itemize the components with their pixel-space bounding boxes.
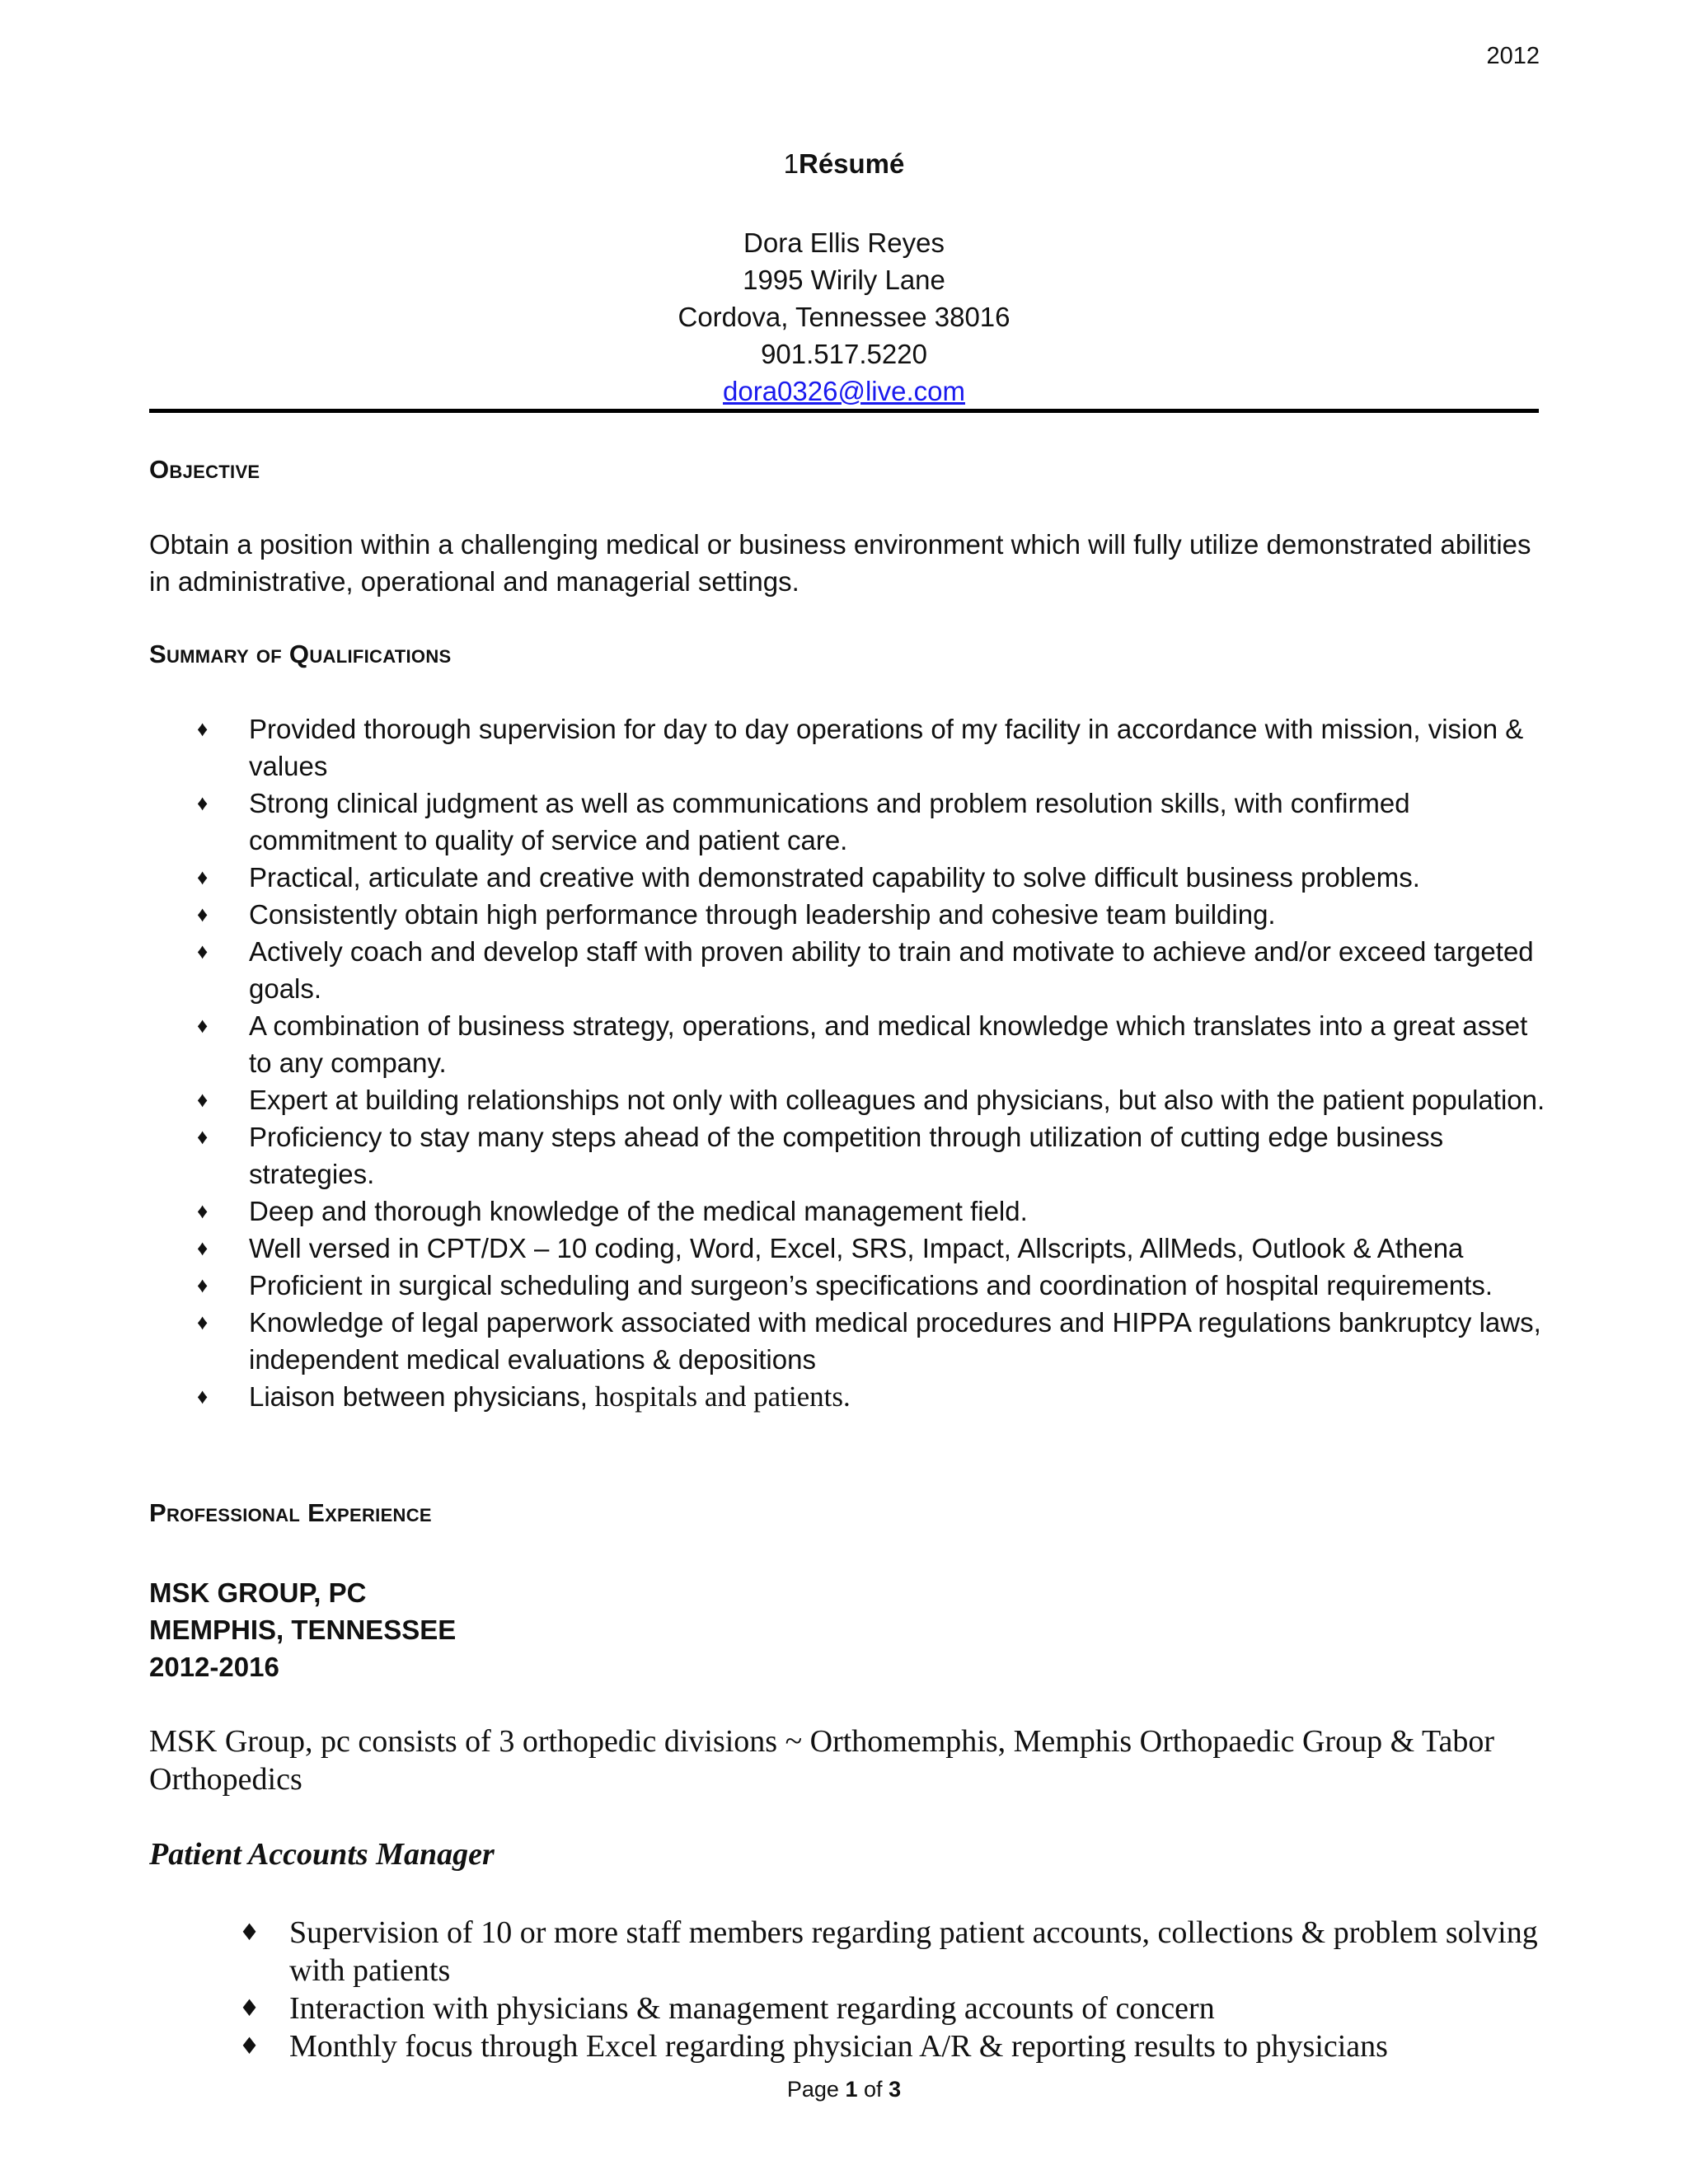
company-block bbox=[149, 1574, 456, 1685]
list-item: ♦ Proficient in surgical scheduling and surgeon’s specifications and coordination of hospital requirements. bbox=[149, 1267, 1550, 1304]
list-item: ♦ A combination of business strategy, operations, and medical knowledge which translates into a great asset to any company. bbox=[149, 1007, 1550, 1081]
list-item: ♦ Supervision of 10 or more staff members regarding patient accounts, collections & problem solving with patients bbox=[239, 1915, 1538, 1988]
page-footer bbox=[0, 2077, 1688, 2102]
footer-current-page: 1 bbox=[845, 2077, 858, 2102]
title-text: Résumé bbox=[798, 148, 905, 179]
job-duties-list bbox=[149, 1914, 1542, 2065]
company-name: MSK GROUP, PC bbox=[149, 1577, 367, 1608]
diamond-bullet-icon: ♦ bbox=[197, 1272, 209, 1297]
contact-street: 1995 Wirily Lane bbox=[743, 265, 945, 295]
objective-text: Obtain a position within a challenging medical or business environment which will fully utilize demonstrated abilities in administrative, operational and managerial settings. bbox=[149, 529, 1531, 597]
diamond-bullet-icon: ♦ bbox=[197, 1235, 209, 1260]
objective-heading: Objective bbox=[149, 455, 260, 484]
company-location: MEMPHIS, TENNESSEE bbox=[149, 1615, 457, 1645]
list-item: ♦ Expert at building relationships not only with colleagues and physicians, but also with the patient population. bbox=[149, 1081, 1550, 1118]
diamond-bullet-icon: ♦ bbox=[239, 2032, 260, 2060]
experience-heading: Professional Experience bbox=[149, 1498, 432, 1527]
header-divider bbox=[149, 409, 1539, 413]
title-prefix: 1 bbox=[783, 148, 799, 179]
diamond-bullet-icon: ♦ bbox=[239, 1994, 260, 2022]
company-years: 2012-2016 bbox=[149, 1652, 279, 1682]
diamond-bullet-icon: ♦ bbox=[197, 1310, 209, 1334]
diamond-bullet-icon: ♦ bbox=[197, 939, 209, 963]
contact-block bbox=[0, 224, 1688, 410]
list-item: ♦ Consistently obtain high performance through leadership and cohesive team building. bbox=[149, 896, 1550, 933]
contact-email-link[interactable]: dora0326@live.com bbox=[723, 376, 965, 406]
footer-total-pages: 3 bbox=[889, 2077, 902, 2102]
list-item: ♦ Proficiency to stay many steps ahead of the competition through utilization of cutting edge business strategies. bbox=[149, 1118, 1550, 1193]
document-title bbox=[0, 148, 1688, 180]
diamond-bullet-icon: ♦ bbox=[197, 1087, 209, 1112]
contact-phone: 901.517.5220 bbox=[761, 339, 927, 369]
list-item: ♦ Liaison between physicians, hospitals and patients. bbox=[149, 1378, 1550, 1415]
list-item: ♦ Well versed in CPT/DX – 10 coding, Word, Excel, SRS, Impact, Allscripts, AllMeds, Outlook & Athena bbox=[149, 1230, 1550, 1267]
diamond-bullet-icon: ♦ bbox=[197, 1198, 209, 1223]
footer-page-word: Page bbox=[786, 2077, 839, 2102]
diamond-bullet-icon: ♦ bbox=[239, 1919, 260, 1946]
contact-name: Dora Ellis Reyes bbox=[743, 227, 945, 258]
summary-heading: Summary of Qualifications bbox=[149, 640, 452, 668]
list-item: ♦ Knowledge of legal paperwork associated with medical procedures and HIPPA regulations bankruptcy laws, independent medical evaluations & depositions bbox=[149, 1304, 1550, 1378]
list-item: ♦ Practical, articulate and creative with demonstrated capability to solve difficult business problems. bbox=[149, 859, 1550, 896]
diamond-bullet-icon: ♦ bbox=[197, 716, 209, 741]
diamond-bullet-icon: ♦ bbox=[197, 1013, 209, 1038]
list-item: ♦ Actively coach and develop staff with proven ability to train and motivate to achieve and/or exceed targeted goals. bbox=[149, 933, 1550, 1007]
diamond-bullet-icon: ♦ bbox=[197, 1124, 209, 1149]
header-year: 2012 bbox=[1486, 43, 1540, 69]
contact-city: Cordova, Tennessee 38016 bbox=[678, 302, 1010, 332]
list-item: ♦ Interaction with physicians & management regarding accounts of concern bbox=[239, 1991, 1215, 2026]
footer-of-word: of bbox=[864, 2077, 883, 2102]
diamond-bullet-icon: ♦ bbox=[197, 790, 209, 815]
summary-list bbox=[149, 710, 1550, 1415]
list-item: ♦ Provided thorough supervision for day to day operations of my facility in accordance with mission, vision & values bbox=[149, 710, 1550, 785]
diamond-bullet-icon: ♦ bbox=[197, 1384, 209, 1408]
diamond-bullet-icon: ♦ bbox=[197, 902, 209, 926]
list-item: ♦ Monthly focus through Excel regarding physician A/R & reporting results to physicians bbox=[239, 2029, 1388, 2064]
list-item: ♦ Strong clinical judgment as well as communications and problem resolution skills, with confirmed commitment to quality of service and patient care. bbox=[149, 785, 1550, 859]
diamond-bullet-icon: ♦ bbox=[197, 865, 209, 889]
list-item: ♦ Deep and thorough knowledge of the medical management field. bbox=[149, 1193, 1550, 1230]
job-title: Patient Accounts Manager bbox=[149, 1837, 495, 1872]
company-description: MSK Group, pc consists of 3 orthopedic divisions ~ Orthomemphis, Memphis Orthopaedic Group & Tabor Orthopedics bbox=[149, 1724, 1495, 1797]
